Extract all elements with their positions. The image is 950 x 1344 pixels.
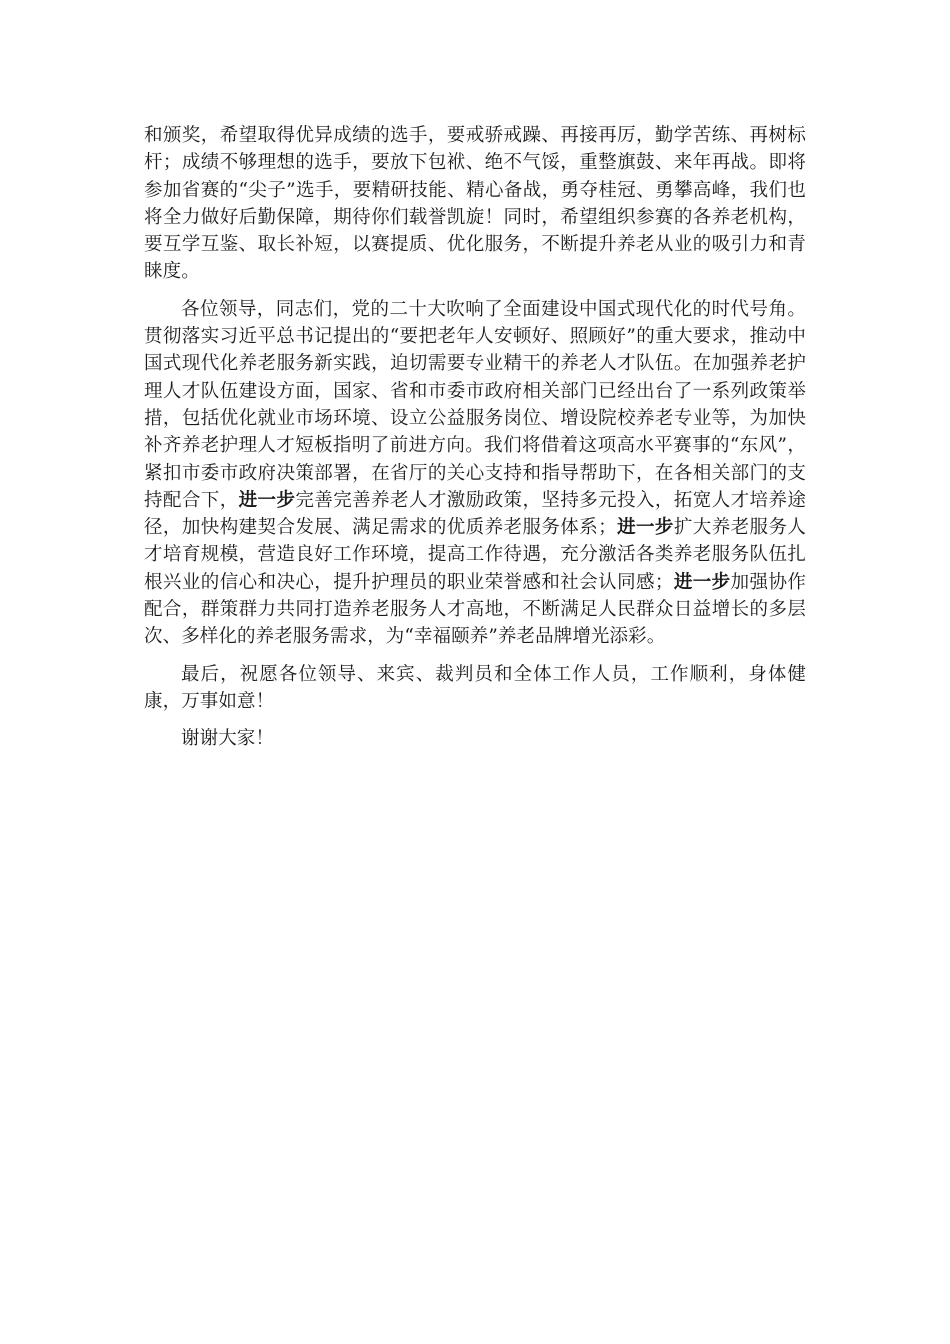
paragraph-1: 和颁奖，希望取得优异成绩的选手，要戒骄戒躁、再接再厉，勤学苦练、再树标杆；成绩不够理想的选手，要放下包袱、绝不气馁，重整旗鼓、来年再战。即将参加省赛的“尖子”选手，要精研技能、精心备战，勇夺桂冠、勇攀高峰，我们也将全力做好后勤保障，期待你们载誉凯旋！同时，希望组织参赛的各养老机构，要互学互鉴、取长补短，以赛提质、优化服务，不断提升养老从业的吸引力和青睐度。 (144, 125, 806, 283)
paragraph-2-text-2: 完善完善养老人才激励政策，坚持多元投入，拓宽人才培养途径，加快构建契合发展、满足需求的优质养老服务体系； (144, 489, 806, 539)
paragraph-2-bold-1: 进一步 (238, 489, 296, 511)
paragraph-2 (144, 296, 806, 651)
paragraph-3: 最后，祝愿各位领导、来宾、裁判员和全体工作人员，工作顺利，身体健康，万事如意！ (144, 663, 806, 712)
paragraph-2-text-1: 各位领导，同志们，党的二十大吹响了全面建设中国式现代化的时代号角。贯彻落实习近平总书记提出的“要把老年人安顿好、照顾好”的重大要求，推动中国式现代化养老服务新实践，迫切需要专业精干的养老人才队伍。在加强养老护理人才队伍建设方面，国家、省和市委市政府相关部门已经出台了一系列政策举措，包括优化就业市场环境、设立公益服务岗位、增设院校养老专业等，为加快补齐养老护理人才短板指明了前进方向。我们将借着这项高水平赛事的“东风”，紧扣市委市政府决策部署，在省厅的关心支持和指导帮助下，在各相关部门的支持配合下， (144, 298, 806, 511)
paragraph-2-bold-2: 进一步 (616, 517, 674, 539)
document-body (144, 122, 806, 763)
paragraph-2-text-4: 加强协作配合，群策群力共同打造养老服务人才高地，不断满足人民群众日益增长的多层次、多样化的养老服务需求，为“幸福颐养”养老品牌增光添彩。 (144, 571, 806, 648)
paragraph-4-closing: 谢谢大家！ (181, 728, 275, 750)
paragraph-2-bold-3: 进一步 (673, 571, 731, 593)
paragraph-2-text-3: 扩大养老服务人才培育规模，营造良好工作环境，提高工作待遇，充分激活各类养老服务队伍扎根兴业的信心和决心，提升护理员的职业荣誉感和社会认同感； (144, 517, 806, 593)
